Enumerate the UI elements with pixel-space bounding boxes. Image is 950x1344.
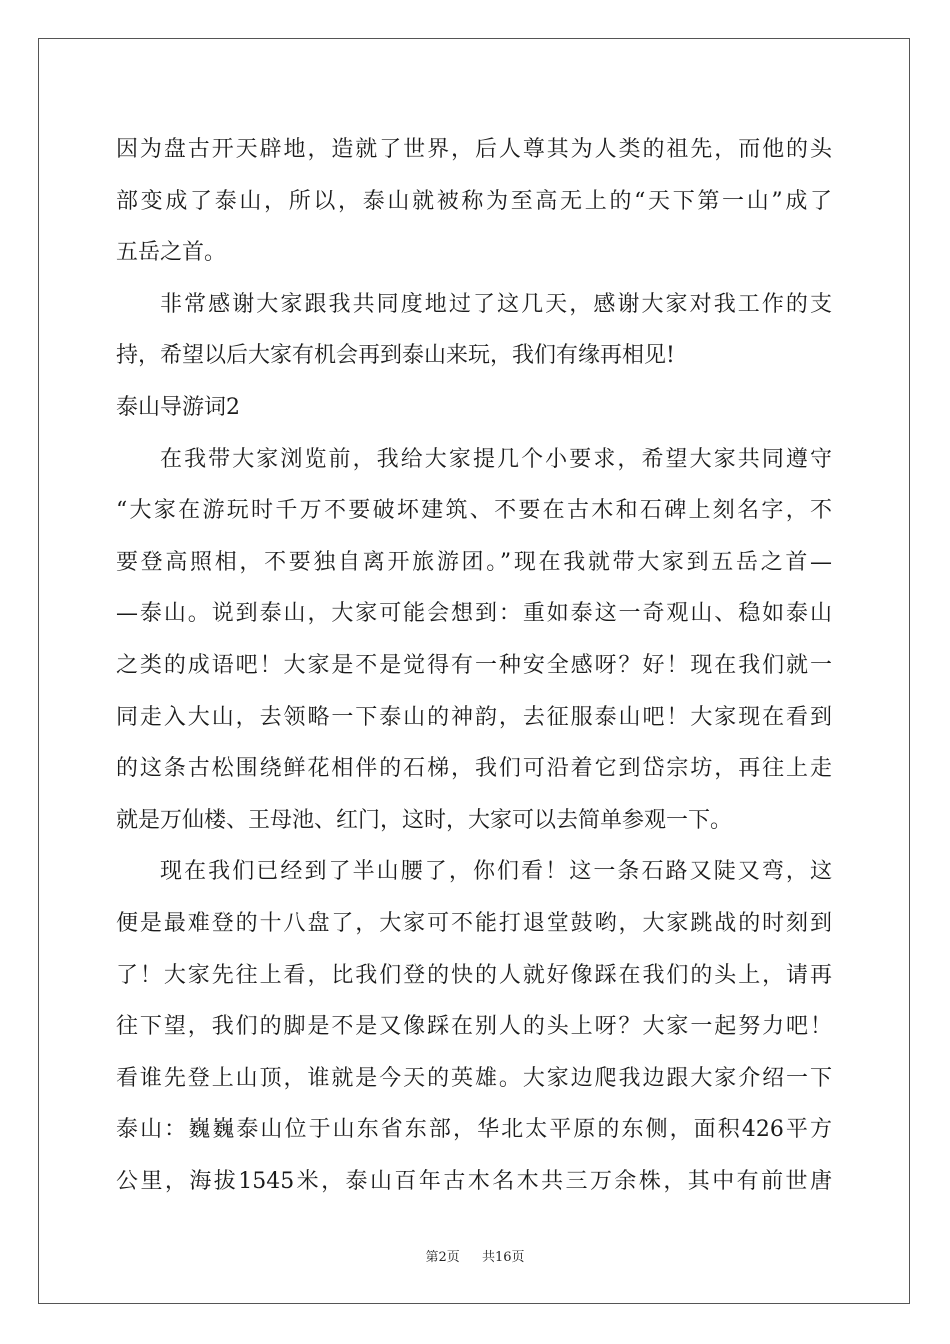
page-total: 共16页: [482, 1250, 525, 1265]
text-line: 公里，海拔1545米，泰山百年古木名木共三万余株，其中有前世唐: [116, 1168, 832, 1194]
page-footer: [0, 1246, 950, 1265]
text-line: 泰山导游词2: [116, 394, 240, 420]
text-line: 持，希望以后大家有机会再到泰山来玩，我们有缘再相见!: [116, 343, 675, 369]
text-line: 了！大家先往上看，比我们登的快的人就好像踩在我们的头上，请再: [116, 962, 832, 988]
text-line: 的这条古松围绕鲜花相伴的石梯，我们可沿着它到岱宗坊，再往上走: [116, 756, 832, 782]
text-line: 看谁先登上山顶，谁就是今天的英雄。大家边爬我边跟大家介绍一下: [116, 1065, 832, 1091]
text-line: 非常感谢大家跟我共同度地过了这几天，感谢大家对我工作的支: [160, 291, 832, 317]
text-line: 部变成了泰山，所以，泰山就被称为至高无上的“天下第一山”成了: [116, 188, 832, 214]
document-body: [116, 128, 832, 1211]
text-line: 五岳之首。: [116, 240, 227, 266]
text-line: 往下望，我们的脚是不是又像踩在别人的头上呀？大家一起努力吧！: [116, 1014, 832, 1040]
text-line: 便是最难登的十八盘了，大家可不能打退堂鼓哟，大家跳战的时刻到: [116, 910, 832, 936]
text-line: 在我带大家浏览前，我给大家提几个小要求，希望大家共同遵守: [160, 446, 832, 472]
text-line: 现在我们已经到了半山腰了，你们看！这一条石路又陡又弯，这: [160, 859, 832, 885]
text-line: —泰山。说到泰山，大家可能会想到：重如泰这一奇观山、稳如泰山: [116, 601, 832, 627]
text-line: 就是万仙楼、王母池、红门，这时，大家可以去简单参观一下。: [116, 807, 733, 833]
text-line: 泰山：巍巍泰山位于山东省东部，华北太平原的东侧，面积426平方: [116, 1117, 832, 1143]
text-line: 同走入大山，去领略一下泰山的神韵，去征服泰山吧！大家现在看到: [116, 704, 832, 730]
text-line: 要登高照相，不要独自离开旅游团。”现在我就带大家到五岳之首—: [116, 549, 832, 575]
text-line: 因为盘古开天辟地，造就了世界，后人尊其为人类的祖先，而他的头: [116, 137, 832, 162]
text-line: “大家在游玩时千万不要破坏建筑、不要在古木和石碑上刻名字，不: [116, 498, 832, 524]
page-number: 第2页: [425, 1250, 460, 1265]
text-line: 之类的成语吧！大家是不是觉得有一种安全感呀？好！现在我们就一: [116, 652, 832, 678]
